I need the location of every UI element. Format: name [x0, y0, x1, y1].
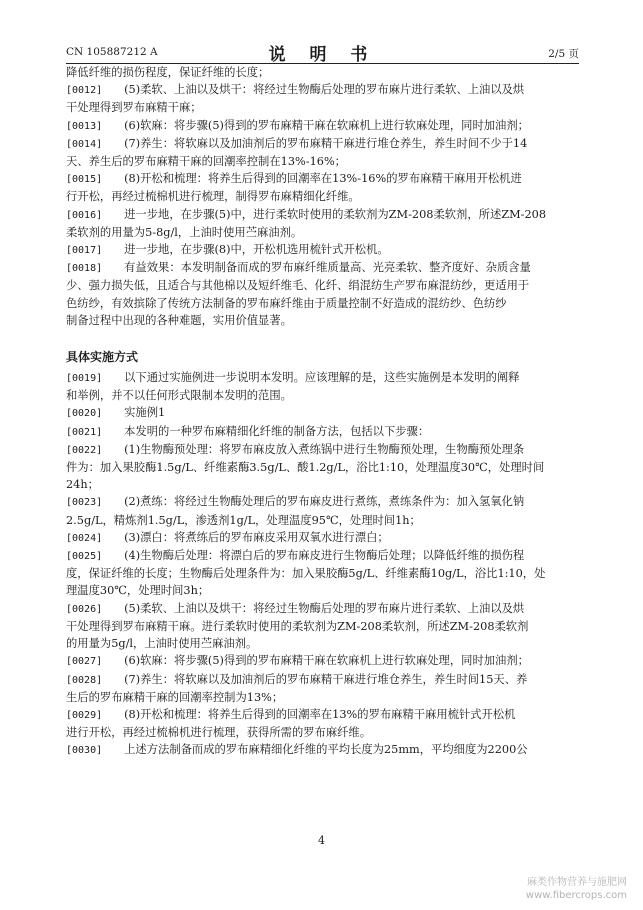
- line-text: 实施例1: [124, 406, 166, 420]
- line-text: 进行开松，再经过梳棉机进行梳理，获得所需的罗布麻纤维。: [66, 726, 372, 740]
- paragraph: [66, 206, 579, 241]
- watermark: [526, 876, 627, 902]
- text-line: [66, 582, 579, 599]
- line-text: (8)开松和梳理：将养生后得到的回潮率在13%-16%的罗布麻精干麻用开松机进: [124, 172, 522, 186]
- text-line: [66, 529, 579, 547]
- line-text: 本发明的一种罗布麻精细化纤维的制备方法，包括以下步骤：: [124, 424, 430, 438]
- line-text: 上述方法制备而成的罗布麻精细化纤维的平均长度为25mm，平均细度为2200公: [124, 743, 528, 757]
- paragraph-list-a: [66, 81, 579, 329]
- patent-number: CN 105887212 A: [66, 46, 158, 58]
- text-line: [66, 706, 579, 724]
- paragraph: [66, 135, 579, 170]
- line-text: 度，保证纤维的长度；生物酶后处理条件为：加入果胶酶5g/L、纤维素酶10g/L，浴比1:10，处: [66, 567, 546, 581]
- text-line: [66, 404, 579, 422]
- text-line: [66, 241, 579, 259]
- text-line: [66, 741, 579, 759]
- paragraph: [66, 81, 579, 116]
- paragraph-number: [0012]: [66, 85, 103, 97]
- text-line: [66, 312, 579, 329]
- watermark-line-2: www.fibercrops.com: [525, 890, 627, 901]
- text-line: [66, 81, 579, 99]
- line-text: (6)软麻：将步骤(5)得到的罗布麻精干麻在软麻机上进行软麻处理，同时加油剂；: [124, 118, 529, 132]
- text-line: [66, 423, 579, 441]
- paragraph: [66, 441, 579, 494]
- line-text: 少、强力损失低，且适合与其他棉以及短纤维毛、化纤、绢混纺生产罗布麻混纺纱，更适用于: [66, 279, 530, 293]
- paragraph-number: [0028]: [66, 674, 103, 686]
- paragraph: [66, 706, 579, 741]
- text-line: [66, 565, 579, 582]
- page-info: 2/5 页: [548, 48, 579, 60]
- paragraph-number: [0024]: [66, 532, 103, 544]
- page-header: [66, 40, 579, 64]
- text-line: [66, 99, 579, 116]
- paragraph: [66, 170, 579, 205]
- line-text: (5)柔软、上油以及烘干：将经过生物酶后处理的罗布麻片进行柔软、上油以及烘: [124, 601, 525, 615]
- text-line: [66, 206, 579, 224]
- line-text: (2)煮练：将经过生物酶处理后的罗布麻皮进行煮练，煮练条件为：加入氢氧化钠: [124, 495, 525, 509]
- line-text: (1)生物酶预处理：将罗布麻皮放入煮练锅中进行生物酶预处理，生物酶预处理条: [124, 442, 525, 456]
- text-line: [66, 295, 579, 312]
- text-line: [66, 117, 579, 135]
- section-title: 具体实施方式: [66, 350, 139, 365]
- paragraph: [66, 493, 579, 528]
- text-line: [66, 635, 579, 652]
- text-line: [66, 188, 579, 205]
- text-line: [66, 547, 579, 565]
- paragraph: [66, 547, 579, 600]
- paragraph-number: [0014]: [66, 138, 103, 150]
- line-text: 降低纤维的损伤程度，保证纤维的长度；: [66, 66, 270, 79]
- paragraph-number: [0013]: [66, 120, 103, 132]
- text-line: [66, 224, 579, 241]
- line-text: (5)柔软、上油以及烘干：将经过生物酶后处理的罗布麻片进行柔软、上油以及烘: [124, 83, 525, 97]
- line-text: 行开松，再经过梳棉机进行梳理，制得罗布麻精细化纤维。: [66, 190, 360, 204]
- paragraph-number: [0020]: [66, 408, 103, 420]
- text-line: [66, 476, 579, 493]
- paragraph-number: [0018]: [66, 263, 103, 275]
- document-title: 说 明 书: [268, 45, 377, 65]
- text-line: [66, 135, 579, 153]
- line-text: 进一步地，在步骤(5)中，进行柔软时使用的柔软剂为ZM-208柔软剂，所述ZM-208: [124, 207, 547, 221]
- line-text: (7)养生：将软麻以及加油剂后的罗布麻精干麻进行堆仓养生，养生时间15天、养: [124, 672, 528, 686]
- text-line: [66, 277, 579, 294]
- text-line: [66, 170, 579, 188]
- paragraph-number: [0027]: [66, 656, 103, 668]
- paragraph: [66, 241, 579, 259]
- paragraph-number: [0021]: [66, 426, 103, 438]
- line-text: 和举例，并不以任何形式限制本发明的范围。: [66, 389, 292, 403]
- text-line: [66, 724, 579, 741]
- paragraph: [66, 369, 579, 404]
- line-text: 进一步地，在步骤(8)中，开松机选用梳针式开松机。: [124, 243, 389, 257]
- text-line: [66, 671, 579, 689]
- paragraph-number: [0026]: [66, 603, 103, 615]
- line-text: 柔软剂的用量为5-8g/l，上油时使用苎麻油剂。: [66, 225, 303, 239]
- paragraph: [66, 652, 579, 670]
- text-line: [66, 64, 579, 81]
- line-text: (7)养生：将软麻以及加油剂后的罗布麻精干麻进行堆仓养生，养生时间不少于14: [124, 136, 528, 150]
- line-text: (8)开松和梳理：将养生后得到的回潮率在13%的罗布麻精干麻用梳针式开松机: [124, 707, 516, 721]
- line-text: 制备过程中出现的各种难题，实用价值显著。: [66, 313, 292, 327]
- paragraph: [66, 259, 579, 329]
- paragraph: [66, 117, 579, 135]
- text-line: [66, 387, 579, 404]
- paragraph-number: [0025]: [66, 551, 103, 563]
- line-text: 生后的罗布麻精干麻的回潮率控制为13%；: [66, 690, 284, 704]
- paragraph-number: [0015]: [66, 174, 103, 186]
- text-line: [66, 652, 579, 670]
- text-line: [66, 618, 579, 635]
- paragraph-number: [0016]: [66, 209, 103, 221]
- line-text: (6)软麻：将步骤(5)得到的罗布麻精干麻在软麻机上进行软麻处理，同时加油剂；: [124, 654, 529, 668]
- text-line: [66, 600, 579, 618]
- paragraph-number: [0029]: [66, 709, 103, 721]
- line-text: (3)漂白：将煮练后的罗布麻皮采用双氧水进行漂白；: [124, 530, 389, 544]
- paragraph-number: [0030]: [66, 745, 103, 757]
- paragraph: [66, 600, 579, 653]
- line-text: 理温度30℃，处理时间3h；: [66, 584, 210, 598]
- page-number: 4: [318, 834, 325, 847]
- paragraph-number: [0023]: [66, 497, 103, 509]
- line-text: (4)生物酶后处理：将漂白后的罗布麻皮进行生物酶后处理；以降低纤维的损伤程: [124, 549, 525, 563]
- text-line: [66, 441, 579, 459]
- line-text: 有益效果：本发明制备而成的罗布麻纤维质量高、光亮柔软、整齐度好、杂质含量: [124, 261, 531, 275]
- text-line: [66, 259, 579, 277]
- paragraph: [66, 529, 579, 547]
- continuation-text: [66, 64, 579, 81]
- text-line: [66, 459, 579, 476]
- line-text: 干处理得到罗布麻精干麻；: [66, 101, 202, 115]
- paragraph-number: [0019]: [66, 373, 103, 385]
- paragraph: [66, 404, 579, 422]
- text-line: [66, 493, 579, 511]
- watermark-line-1: 麻类作物营养与施肥网: [527, 877, 627, 888]
- paragraph: [66, 741, 579, 759]
- paragraph-list-b: [66, 369, 579, 759]
- paragraph: [66, 423, 579, 441]
- paragraph: [66, 671, 579, 706]
- text-line: [66, 512, 579, 529]
- line-text: 色纺纱，有效摈除了传统方法制备的罗布麻纤维由于质量控制不好造成的混纺纱、色纺纱: [66, 296, 507, 310]
- text-line: [66, 689, 579, 706]
- line-text: 以下通过实施例进一步说明本发明。应该理解的是，这些实施例是本发明的阐释: [124, 371, 520, 385]
- line-text: 24h；: [66, 478, 99, 492]
- line-text: 件为：加入果胶酶1.5g/L、纤维素酶3.5g/L、酸1.2g/L，浴比1:10，处理温度30℃，处理时间: [66, 461, 545, 475]
- paragraph-number: [0022]: [66, 444, 103, 456]
- line-text: 的用量为5g/l，上油时使用苎麻油剂。: [66, 637, 258, 651]
- text-line: [66, 369, 579, 387]
- line-text: 2.5g/L，精炼剂1.5g/L，渗透剂1g/L，处理温度95℃，处理时间1h；: [66, 513, 421, 527]
- text-line: [66, 153, 579, 170]
- line-text: 干处理得到罗布麻精干麻。进行柔软时使用的柔软剂为ZM-208柔软剂，所述ZM-208柔软剂: [66, 619, 529, 633]
- paragraph-number: [0017]: [66, 245, 103, 257]
- line-text: 天、养生后的罗布麻精干麻的回潮率控制在13%-16%；: [66, 155, 346, 169]
- document-body: [66, 64, 579, 760]
